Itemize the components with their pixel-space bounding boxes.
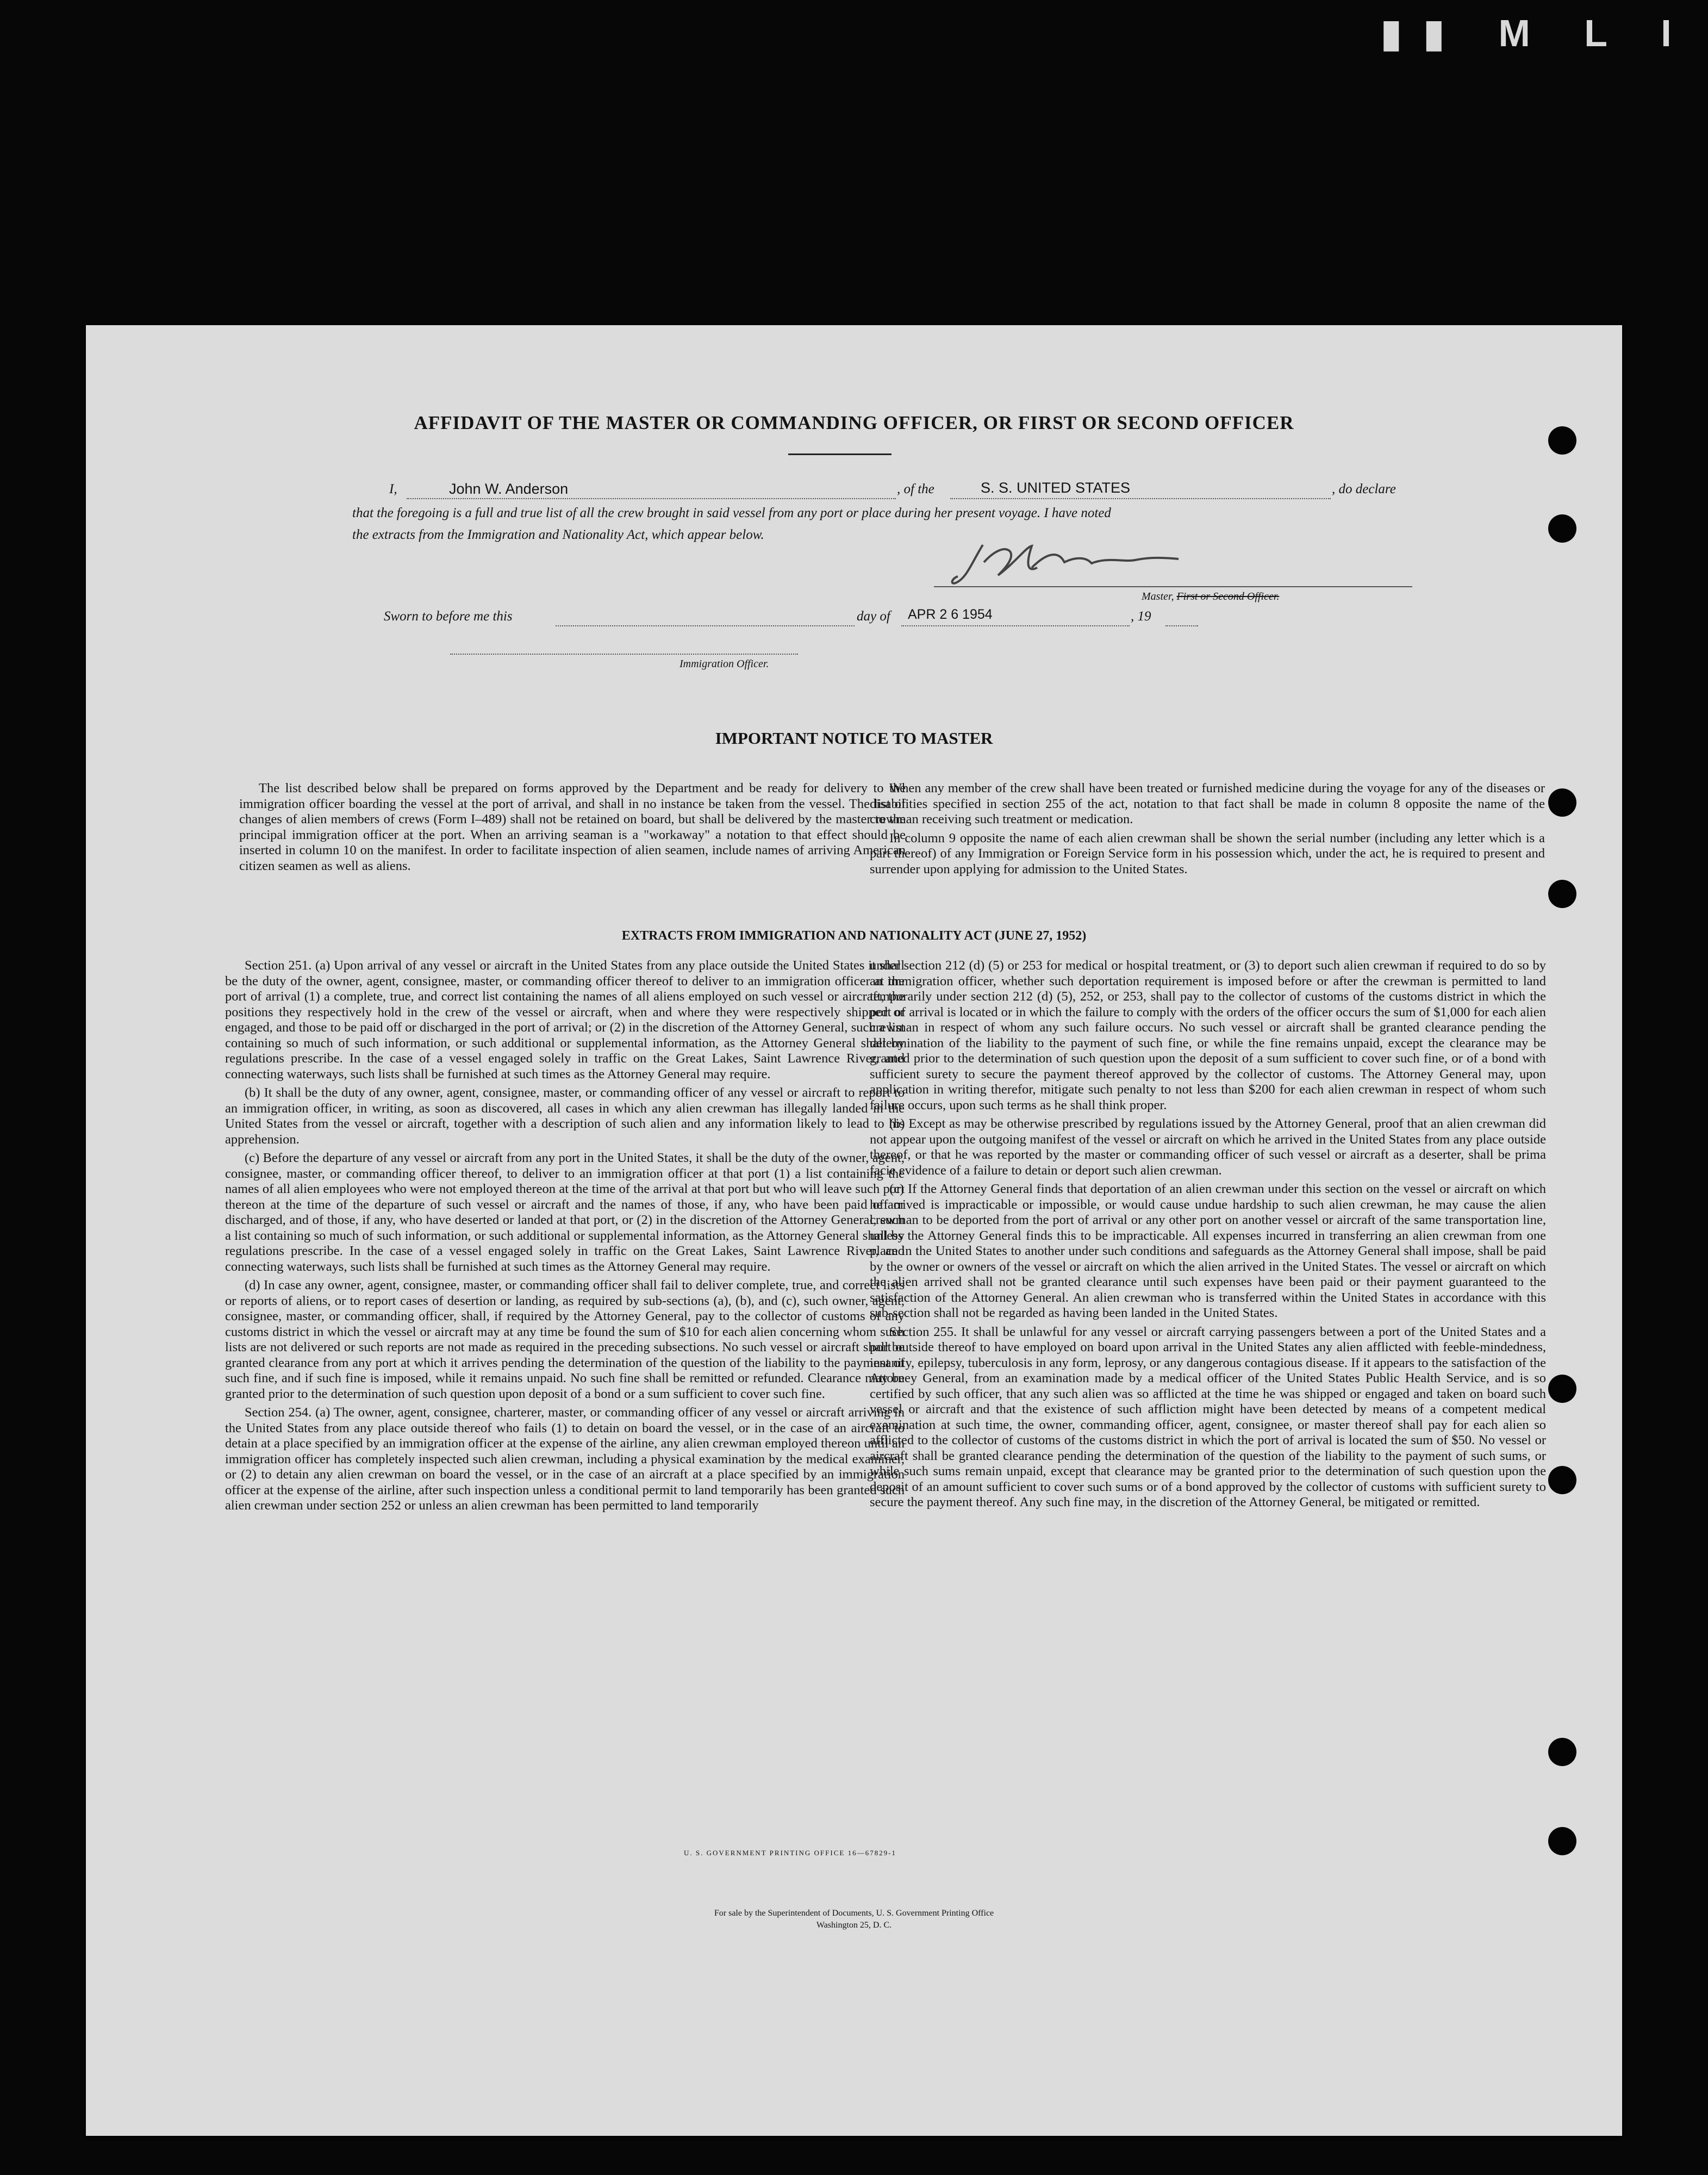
extracts-right-column xyxy=(870,958,1546,1514)
sale-notice xyxy=(86,1907,1622,1931)
master-signature xyxy=(950,540,1184,589)
declaration-line-3: the extracts from the Immigration and Nationality Act, which appear below. xyxy=(352,527,764,542)
punch-hole xyxy=(1548,1466,1576,1494)
film-edge-mark: ▮▮ M L I xyxy=(1381,12,1693,54)
master-name: John W. Anderson xyxy=(449,481,569,497)
declaration-of-the: , of the xyxy=(897,482,934,496)
extract-paragraph: (c) Before the departure of any vessel or aircraft from any port in the United States, it shall be the duty of the owner, agent, consignee, master, or commanding officer thereof, to deliver to an immigration officer at that port (1) a list containing the names of all alien employees who were not employed thereon at the time of the arrival at that port but who will leave such port thereon at the time of the departure of such vessel or aircraft and the names of those, if any, who have been paid off or discharged, and of those, if any, who have deserted or landed at that port, or (2) in the discretion of the Attorney General, such a list containing so much of such information, or such additional or supplemental information, as the Attorney General shall by regulations prescribe. In the case of a vessel engaged solely in traffic on the Great Lakes, Saint Lawrence River, and connecting waterways, such lists shall be furnished at such times as the Attorney General may require. xyxy=(225,1151,905,1274)
printing-office-code: U. S. GOVERNMENT PRINTING OFFICE 16—67829-1 xyxy=(684,1849,896,1857)
punch-hole xyxy=(1548,788,1576,817)
sworn-day-blank xyxy=(556,625,855,626)
extract-paragraph: (b) It shall be the duty of any owner, agent, consignee, master, or commanding officer of any vessel or aircraft to report to an immigration officer, in writing, as soon as discovered, all cases in which any alien crewman has illegally landed in the United States from the vessel or aircraft, together with a description of such alien and any information likely to lead to his apprehension. xyxy=(225,1085,905,1147)
sworn-year-prefix: , 19 xyxy=(1131,609,1151,624)
title-rule xyxy=(788,453,892,455)
officer-signature-blank xyxy=(450,654,798,655)
declaration-prefix: I, xyxy=(389,482,397,496)
extract-paragraph: Section 254. (a) The owner, agent, consignee, charterer, master, or commanding officer of any vessel or aircraft arriving in the United States from any place outside thereof who fails (1) to detain on board the vessel, or in the case of an aircraft to detain at a place specified by an immigration officer at the expense of the airline, any alien crewman employed thereon until an immigration officer has completely inspected such alien crewman, including a physical examination by the medical examiner, or (2) to detain any alien crewman on board the vessel, or in the case of an aircraft at a place specified by an immigration officer at the expense of the airline, after such inspection unless a conditional permit to land temporarily has been granted such alien crewman under section 252 or unless an alien crewman has been permitted to land temporarily xyxy=(225,1405,905,1513)
extracts-title: EXTRACTS FROM IMMIGRATION AND NATIONALITY ACT (JUNE 27, 1952) xyxy=(621,929,1087,943)
sale-notice-line-1: For sale by the Superintendent of Documents, U. S. Government Printing Office xyxy=(714,1909,994,1918)
vessel-name: S. S. UNITED STATES xyxy=(981,480,1131,496)
declaration-do-declare: , do declare xyxy=(1332,482,1396,496)
extracts-left-column xyxy=(225,958,905,1517)
affidavit-page xyxy=(86,325,1622,2136)
extract-paragraph: (b) Except as may be otherwise prescribed by regulations issued by the Attorney General, proof that an alien crewman did not appear upon the outgoing manifest of the vessel or aircraft on which he arrived in the United States from any place outside thereof, or that he was reported by the master or commanding officer of such vessel or aircraft as a deserter, shall be prima facie evidence of a failure to detain or deport such alien crewman. xyxy=(870,1116,1546,1178)
notice-title: IMPORTANT NOTICE TO MASTER xyxy=(715,729,993,748)
notice-right-column xyxy=(870,781,1545,880)
punch-hole xyxy=(1548,880,1576,908)
notice-left-column xyxy=(239,781,906,877)
punch-hole xyxy=(1548,1375,1576,1403)
extract-paragraph: Section 255. It shall be unlawful for any vessel or aircraft carrying passengers between a port of the United States and a port outside thereof to have employed on board upon arrival in the United States any alien afflicted with feeble-mindedness, insanity, epilepsy, tuberculosis in any form, leprosy, or any dangerous contagious disease. If it appears to the satisfaction of the Attorney General, from an examination made by a medical officer of the United States Public Health Service, and is so certified by such officer, that any such alien was so afflicted at the time he was shipped or engaged and taken on board such vessel or aircraft and that the existence of such affliction might have been detected by means of a competent medical examination at such time, the owner, commanding officer, agent, consignee, or master thereof shall pay for each alien so afflicted to the collector of customs of the customs district in which the port of arrival is located the sum of $50. No vessel or aircraft shall be granted clearance pending the determination of the question of the liability to the payment of such sums, or while such sums remain unpaid, except that clearance may be granted prior to the determination of such question upon the deposit of an amount sufficient to cover such sums or of a bond approved by the collector of customs with sufficient surety to secure the payment thereof. Any such fine may, in the discretion of the Attorney General, be mitigated or remitted. xyxy=(870,1324,1546,1509)
punch-hole xyxy=(1548,514,1576,543)
notice-paragraph: The list described below shall be prepared on forms approved by the Department and be ready for delivery to the immigration officer boarding the vessel at the port of arrival, and shall in no instance be taken from the vessel. The list of changes of alien members of crews (Form I–489) shall not be retained on board, but shall be delivered by the master to the principal immigration officer at the port. When an arriving seaman is a "workaway" a notation to that effect should be inserted in column 10 on the manifest. In order to facilitate inspection of alien seamen, include names of arriving American citizen seamen as well as aliens. xyxy=(239,781,906,873)
signature-caption-struck: First or Second Officer. xyxy=(1176,591,1280,602)
sworn-year-blank xyxy=(1165,625,1198,626)
signature-line xyxy=(934,586,1412,587)
declaration-line-2: that the foregoing is a full and true list of all the crew brought in said vessel from any port or place during her present voyage. I have noted xyxy=(352,506,1111,520)
sworn-day-of: day of xyxy=(857,609,890,624)
punch-hole xyxy=(1548,1827,1576,1855)
sworn-prefix: Sworn to before me this xyxy=(384,609,513,624)
date-stamp: APR 2 6 1954 xyxy=(908,607,993,622)
sworn-date-blank xyxy=(901,625,1130,626)
vessel-blank xyxy=(950,498,1331,499)
extract-paragraph: (d) In case any owner, agent, consignee, master, or commanding officer shall fail to deliver complete, true, and correct lists or reports of aliens, or to report cases of desertion or landing, as required by sub-sections (a), (b), and (c), such owner, agent, consignee, master, or commanding officer, shall, if required by the Attorney General, pay to the collector of customs of any customs district in which the vessel or aircraft may at any time be found the sum of $10 for each alien concerning whom such lists are not delivered or such reports are not made as required in the preceding subsections. No such vessel or aircraft shall be granted clearance from any port at which it arrives pending the determination of the question of the liability to the payment of such fine, and if such fine is imposed, while it remains unpaid. No such fine shall be remitted or refunded. Clearance may be granted prior to the determination of such question upon deposit of a bond or a sum sufficient to cover such fine. xyxy=(225,1278,905,1401)
notice-paragraph: When any member of the crew shall have been treated or furnished medicine during the voyage for any of the diseases or disabilities specified in section 255 of the act, notation to that fact shall be made in column 8 opposite the name of the crewman receiving such treatment or medication. xyxy=(870,781,1545,826)
notice-paragraph: In column 9 opposite the name of each alien crewman shall be shown the serial number (including any letter which is a part thereof) of any Immigration or Foreign Service form in his possession which, under the act, he is required to present and surrender upon applying for admission to the United States. xyxy=(870,830,1545,877)
name-blank xyxy=(407,498,896,499)
signature-caption: Master, First or Second Officer. xyxy=(1142,591,1280,602)
affidavit-title: AFFIDAVIT OF THE MASTER OR COMMANDING OFFICER, OR FIRST OR SECOND OFFICER xyxy=(414,412,1294,433)
extract-paragraph: under section 212 (d) (5) or 253 for medical or hospital treatment, or (3) to deport such alien crewman if required to do so by an immigration officer, whether such deportation requirement is imposed before or after the crewman is permitted to land temporarily under section 212 (d) (5), 252, or 253, shall pay to the collector of customs of the customs district in which the port of arrival is located or in which the failure to comply with the orders of the officer occurs the sum of $1,000 for each alien crewman in respect of whom any such failure occurs. No such vessel or aircraft shall be granted clearance pending the determination of the liability to the payment of such fine, or while the fine remains unpaid, except the clearance may be granted prior to the determination of such question upon the deposit of a sum sufficient to cover such fine, or of a bond with sufficient surety to secure the payment thereof approved by the collector of customs. The Attorney General may, upon application in writing therefor, mitigate such penalty to not less than $200 for each alien crewman in respect of whom such failure occurs, upon such terms as he shall think proper. xyxy=(870,958,1546,1113)
sale-notice-line-2: Washington 25, D. C. xyxy=(816,1921,892,1930)
punch-hole xyxy=(1548,1738,1576,1766)
officer-caption: Immigration Officer. xyxy=(680,658,769,670)
extract-paragraph: (c) If the Attorney General finds that deportation of an alien crewman under this section on the vessel or aircraft on which he arrived is impracticable or impossible, or would cause undue hardship to such alien crewman, he may cause the alien crewman to be deported from the port of arrival or any other port on another vessel or aircraft of the same transportation line, unless the Attorney General finds this to be impracticable. All expenses incurred in transferring an alien crewman from one place in the United States to another under such conditions and safeguards as the Attorney General shall impose, shall be paid by the owner or owners of the vessel or aircraft on which the alien arrived in the United States. The vessel or aircraft on which the alien arrived shall not be granted clearance until such expenses have been paid or their payment guaranteed to the satisfaction of the Attorney General. An alien crewman who is transferred within the United States in accordance with this sub-section shall not be regarded as having been landed in the United States. xyxy=(870,1182,1546,1320)
extract-paragraph: Section 251. (a) Upon arrival of any vessel or aircraft in the United States from any place outside the United States it shall be the duty of the owner, agent, consignee, master, or commanding officer thereof to deliver to an immigration officer at the port of arrival (1) a complete, true, and correct list containing the names of all aliens employed on such vessel or aircraft, the positions they respectively hold in the crew of the vessel or aircraft, when and where they were respectively shipped or engaged, and those to be paid off or discharged in the port of arrival; or (2) in the discretion of the Attorney General, such a list containing so much of such information, or such additional or supplemental information, as the Attorney General shall by regulations prescribe. In the case of a vessel engaged solely in traffic on the Great Lakes, Saint Lawrence River, and connecting waterways, such lists shall be furnished at such times as the Attorney General may require. xyxy=(225,958,905,1082)
